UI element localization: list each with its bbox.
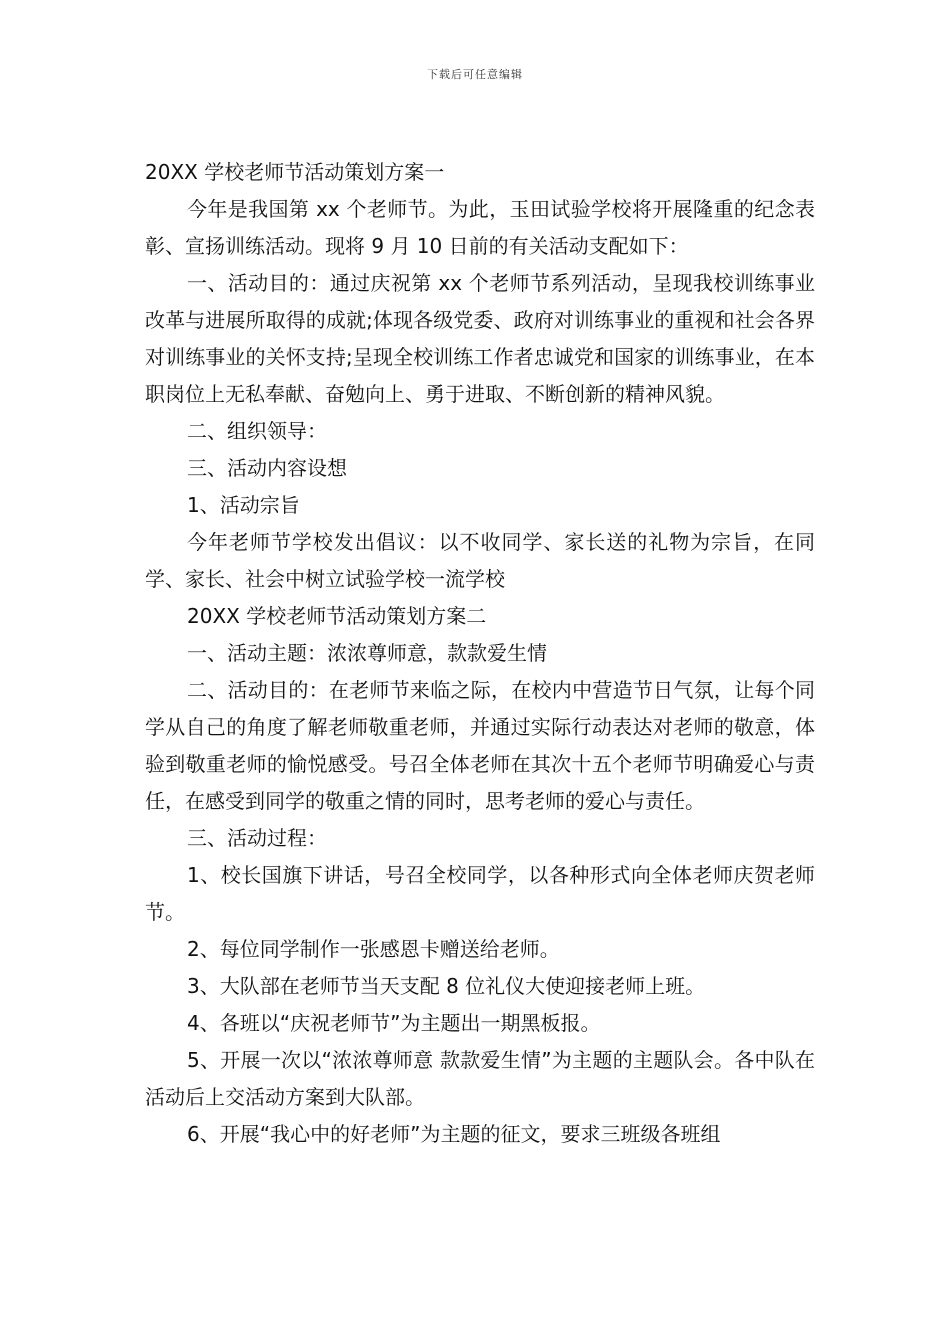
list-item-6: 6、开展“我心中的好老师”为主题的征文，要求三班级各班组 (187, 1122, 721, 1146)
paragraph-objective: 二、活动目的：在老师节来临之际，在校内中营造节日气氛，让每个同学从自己的角度了解老师敬重老师，并通过实际行动表达对老师的敬意，体验到敬重老师的愉悦感受。号召全体老师在其次十五个老师节明确爱心与责任，在感受到同学的敬重之情的同时，思考老师的爱心与责任。 (145, 678, 815, 813)
list-item-1: 1、校长国旗下讲话，号召全校同学，以各种形式向全体老师庆贺老师节。 (145, 863, 815, 924)
paragraph-organization: 二、组织领导： (187, 419, 327, 443)
page-header: 下载后可任意编辑 (427, 68, 523, 81)
section-title-two: 20XX 学校老师节活动策划方案二 (187, 604, 487, 628)
document-title: 20XX 学校老师节活动策划方案一 (145, 160, 445, 184)
list-item-2: 2、每位同学制作一张感恩卡赠送给老师。 (187, 937, 560, 961)
list-item-3: 3、大队部在老师节当天支配 8 位礼仪大使迎接老师上班。 (187, 974, 706, 998)
paragraph-process-heading: 三、活动过程： (187, 826, 327, 850)
document-body (145, 154, 815, 1153)
list-item-4: 4、各班以“庆祝老师节”为主题出一期黑板报。 (187, 1011, 601, 1035)
paragraph-aim-text: 今年老师节学校发出倡议：以不收同学、家长送的礼物为宗旨，在同学、家长、社会中树立试验学校一流学校 (145, 530, 815, 591)
paragraph-intro: 今年是我国第 xx 个老师节。为此，玉田试验学校将开展隆重的纪念表彰、宣扬训练活动。现将 9 月 10 日前的有关活动支配如下： (145, 197, 815, 258)
paragraph-aim-heading: 1、活动宗旨 (187, 493, 300, 517)
list-item-5: 5、开展一次以“浓浓尊师意 款款爱生情”为主题的主题队会。各中队在活动后上交活动方案到大队部。 (145, 1048, 815, 1109)
paragraph-purpose: 一、活动目的：通过庆祝第 xx 个老师节系列活动，呈现我校训练事业改革与进展所取得的成就;体现各级党委、政府对训练事业的重视和社会各界对训练事业的关怀支持;呈现全校训练工作者忠诚党和国家的训练事业，在本职岗位上无私奉献、奋勉向上、勇于进取、不断创新的精神风貌。 (145, 271, 815, 406)
paragraph-theme: 一、活动主题：浓浓尊师意，款款爱生情 (187, 641, 547, 665)
paragraph-content-plan: 三、活动内容设想 (187, 456, 347, 480)
